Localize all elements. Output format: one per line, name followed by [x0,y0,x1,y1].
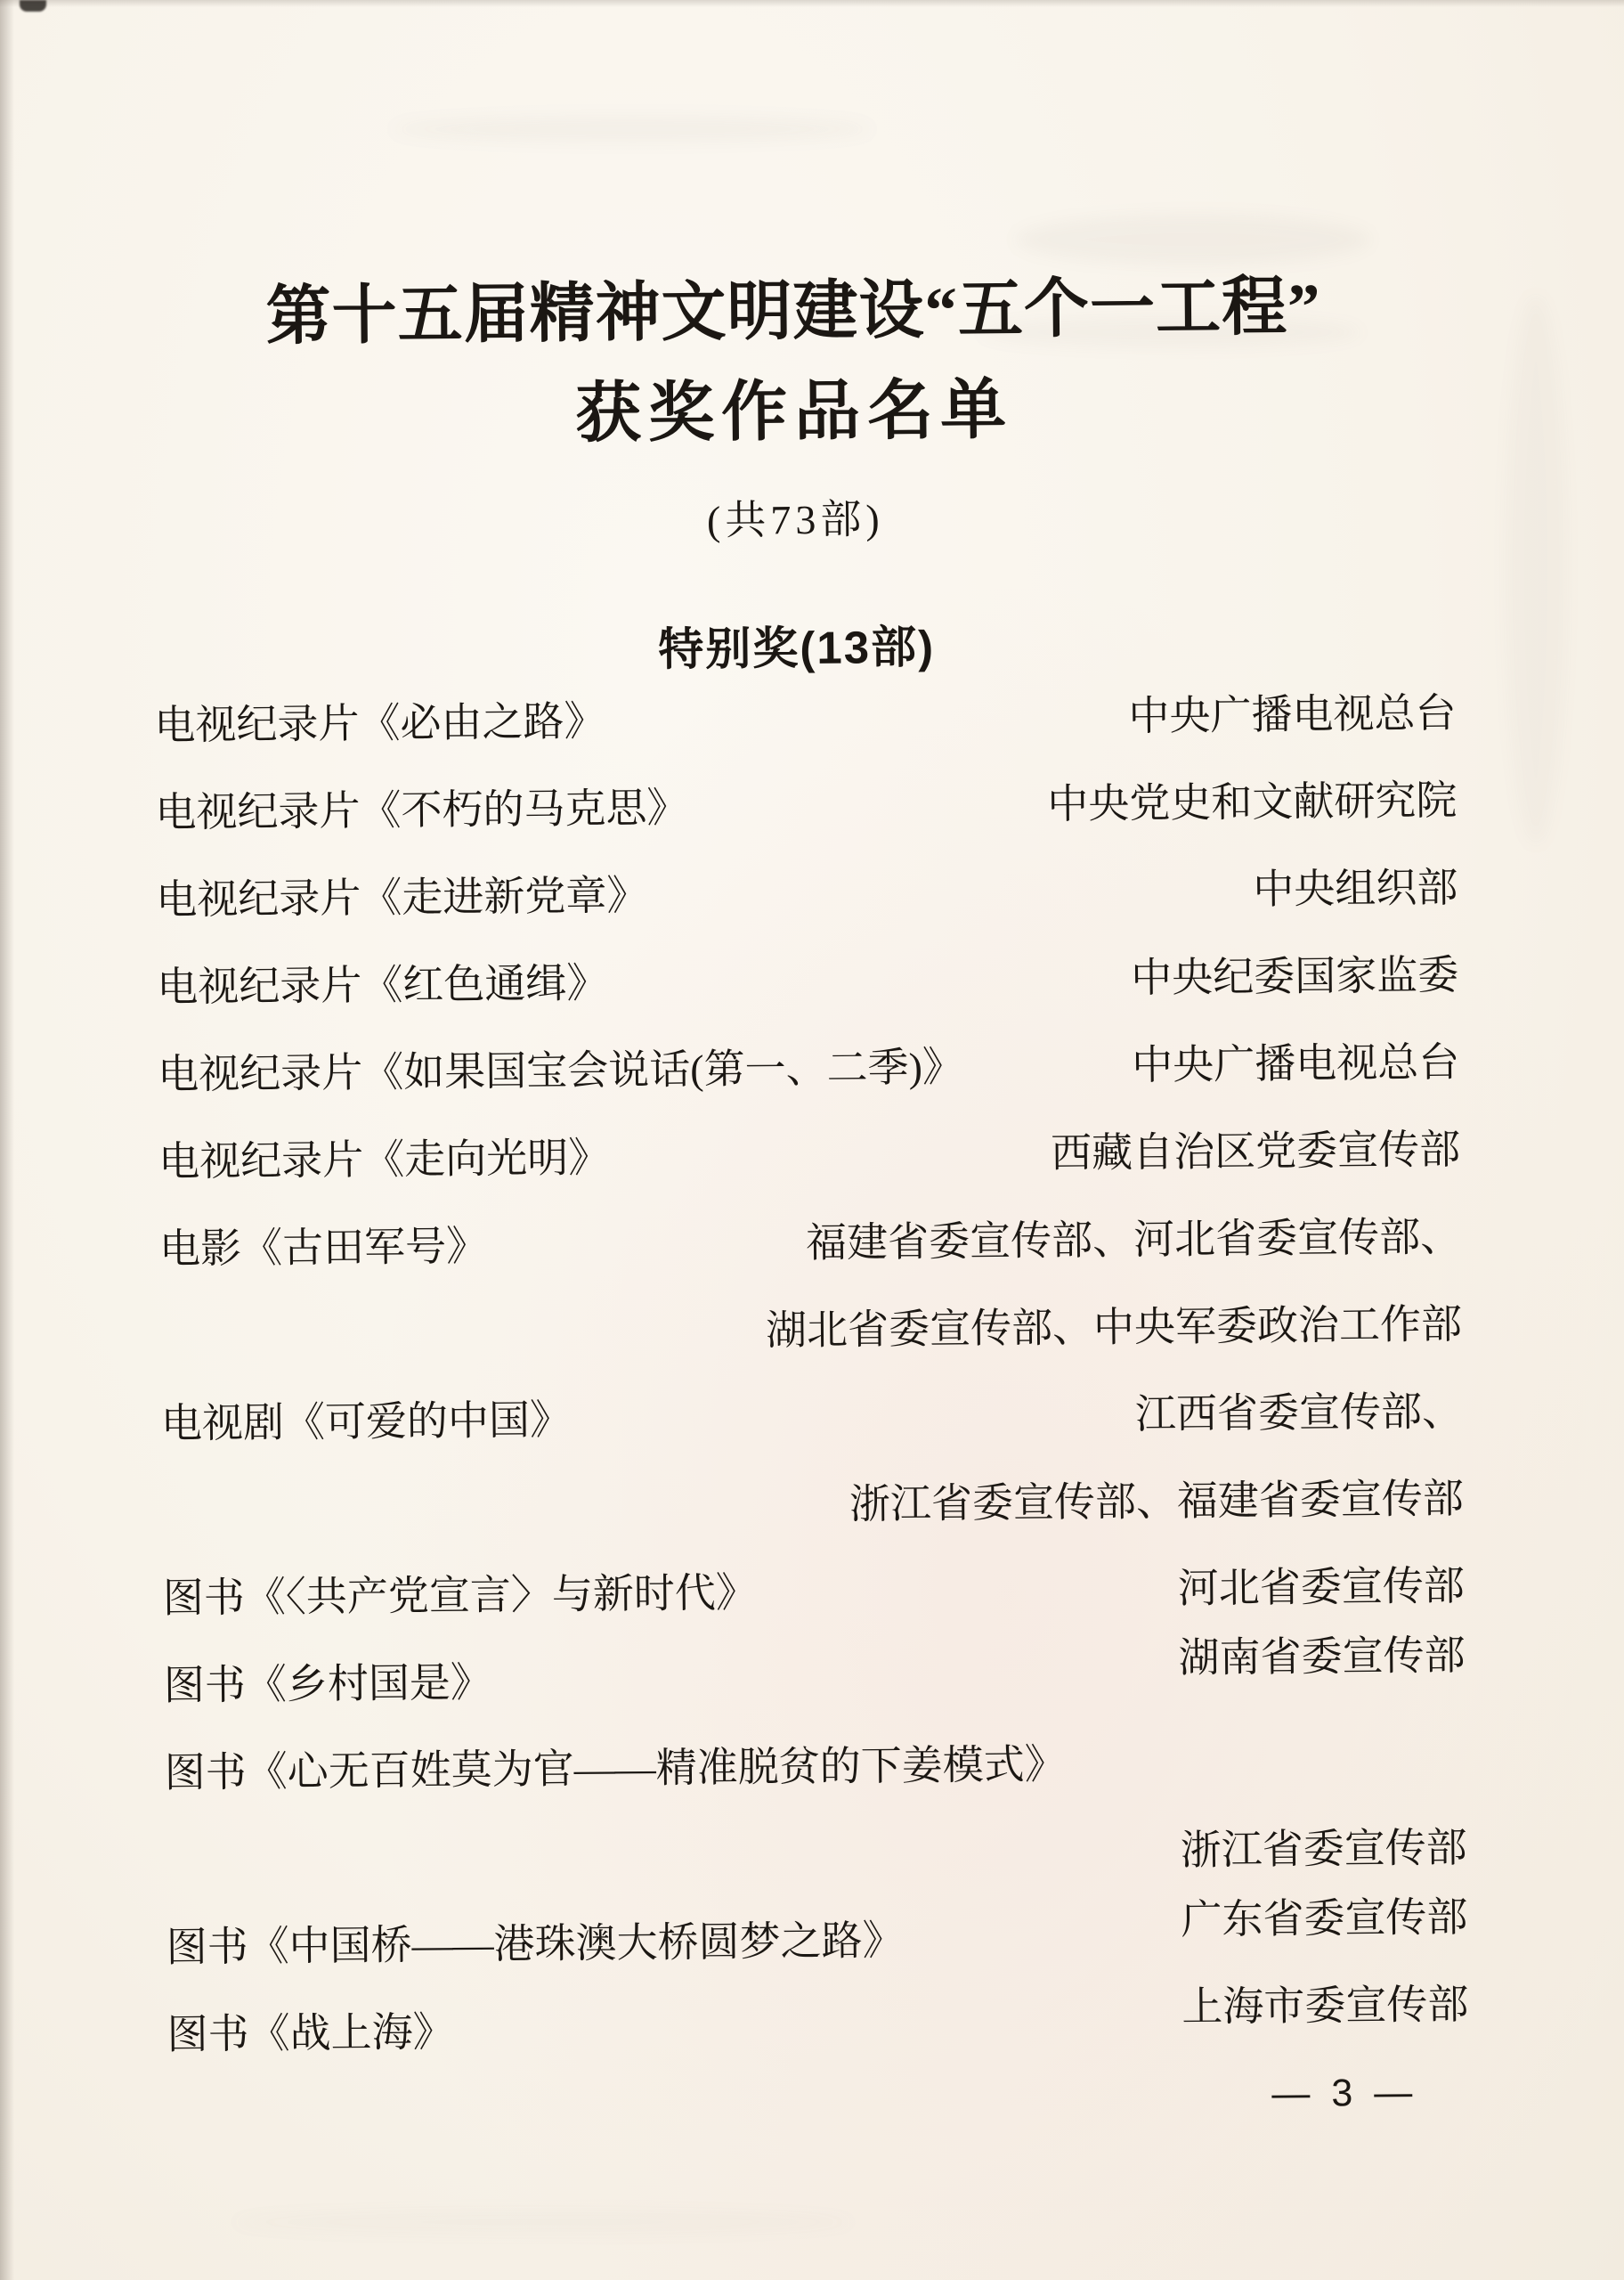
organization: 中央广播电视总台 [1128,690,1457,739]
organization: 河北省委宣传部 [1177,1562,1466,1612]
award-entry-row [159,1210,1462,1310]
page-number: — 3 — [1271,2071,1418,2116]
work-title: 图书《战上海》 [166,2008,454,2057]
organization: 中央党史和文献研究院 [1047,778,1458,827]
organization: 浙江省委宣传部 [1180,1824,1467,1874]
work-title: 电影《古田军号》 [158,1223,488,1273]
organization: 湖南省委宣传部 [1178,1632,1466,1682]
award-entry-row [154,687,1457,786]
work-title: 电视剧《可爱的中国》 [160,1396,572,1447]
work-title: 电视纪录片《必由之路》 [154,698,605,749]
award-entry-row [158,1036,1460,1136]
organization: 中央广播电视总台 [1131,1039,1460,1088]
work-title: 图书《〈共产党宣言〉与新时代》 [162,1569,758,1622]
award-entry-row [161,1385,1464,1485]
award-entry-row [163,1632,1466,1747]
organization: 广东省委宣传部 [1181,1893,1468,1943]
work-title: 电视纪录片《红色通缉》 [157,960,608,1011]
award-entries-list [154,687,1469,2096]
organization: 西藏自治区党委宣传部 [1050,1127,1461,1177]
organization: 湖北省委宣传部、中央军委政治工作部 [765,1301,1463,1354]
document-title-line1: 第十五届精神文明建设“五个一工程” [265,270,1321,353]
award-entry-row [156,861,1458,961]
work-title: 图书《心无百姓莫为官——精准脱贫的下姜模式》 [164,1741,1066,1796]
work-title: 电视纪录片《如果国宝会说话(第一、二季)》 [158,1044,964,1098]
organization: 上海市委宣传部 [1181,1981,1469,2031]
section-heading: 特别奖(13部) [658,621,936,675]
organization: 福建省委宣传部、河北省委宣传部、 [805,1214,1462,1266]
work-title: 图书《乡村国是》 [163,1659,492,1709]
award-entry-row [157,949,1459,1048]
document-title-line2: 获奖作品名单 [574,373,1014,452]
organization: 浙江省委宣传部、福建省委宣传部 [849,1475,1465,1527]
work-title: 图书《中国桥——港珠澳大桥圆梦之路》 [166,1918,904,1971]
award-entry-continuation [162,1472,1465,1572]
total-count: (共73部) [706,496,884,544]
organization: 江西省委宣传部、 [1134,1388,1464,1437]
work-title: 电视纪录片《不朽的马克思》 [155,785,688,836]
work-title: 电视纪录片《走进新党章》 [156,872,648,924]
award-entry-row [165,1734,1467,1834]
organization: 中央组织部 [1253,865,1458,913]
organization: 中央纪委国家监委 [1131,952,1459,1001]
award-entry-row [155,774,1458,874]
award-entry-continuation [160,1298,1463,1397]
award-entry-row [158,1123,1461,1223]
work-title: 电视纪录片《走向光明》 [158,1135,610,1185]
